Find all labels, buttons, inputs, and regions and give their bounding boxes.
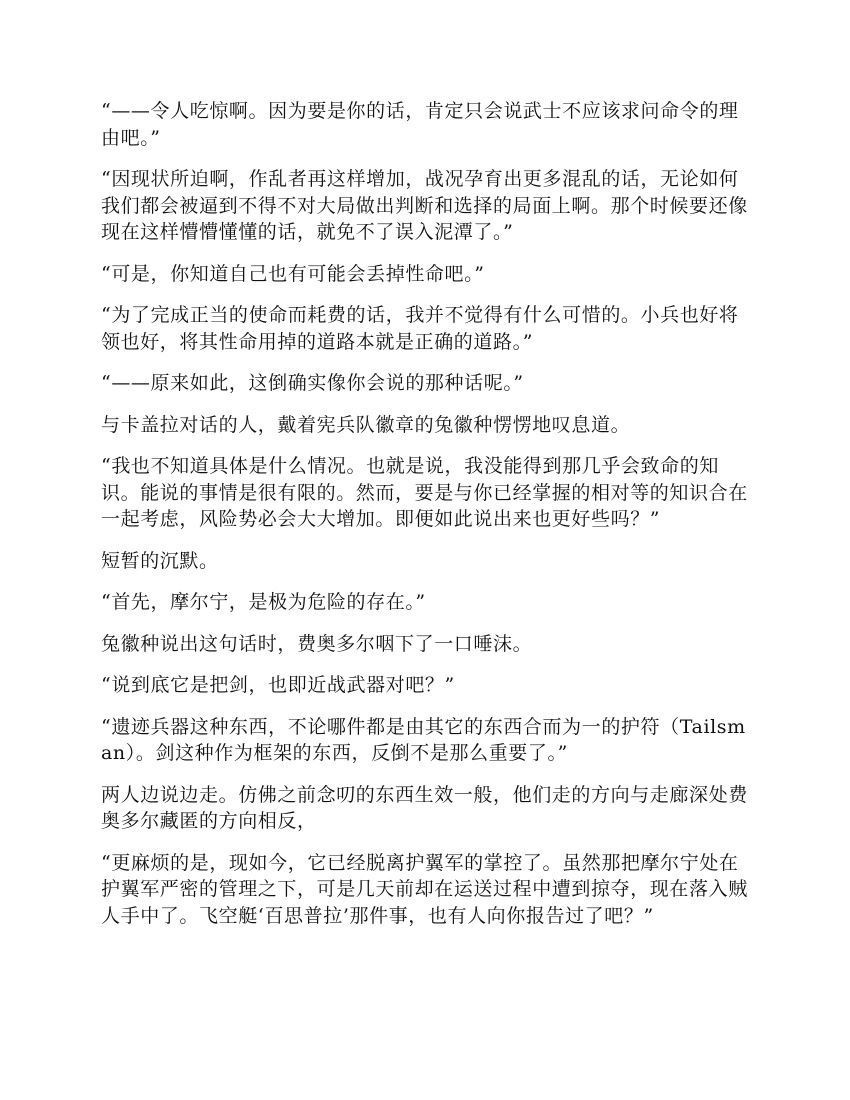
paragraph: “——原来如此，这倒确实像你会说的那种话呢。” (101, 372, 524, 394)
paragraph: “首先，摩尔宁，是极为危险的存在。” (101, 591, 426, 613)
paragraph: 兔徽种说出这句话时，费奥多尔咽下了一口唾沫。 (101, 632, 533, 655)
paragraph: “说到底它是把剑，也即近战武器对吧？” (101, 674, 455, 696)
paragraph: “因现状所迫啊，作乱者再这样增加，战况孕育出更多混乱的话，无论如何我们都会被逼到不得不对大局做出判断和选择的局面上啊。那个时候要还像现在这样懵懵懂懂的话，就免不了误入泥潭了。” (101, 168, 748, 243)
paragraph: “我也不知道具体是什么情况。也就是说，我没能得到那几乎会致命的知识。能说的事情是很有限的。然而，要是与你已经掌握的相对等的知识合在一起考虑，风险势必会大大增加。即便如此说出来也更好些吗？” (101, 455, 748, 530)
paragraph: “为了完成正当的使命而耗费的话，我并不觉得有什么可惜的。小兵也好将领也好，将其性命用掉的道路本就是正确的道路。” (101, 304, 739, 353)
paragraph: 两人边说边走。仿佛之前念叨的东西生效一般，他们走的方向与走廊深处费奥多尔藏匿的方向相反， (101, 783, 748, 832)
paragraph: “更麻烦的是，现如今，它已经脱离护翼军的掌控了。虽然那把摩尔宁处在护翼军严密的管理之下，可是几天前却在运送过程中遭到掠夺，现在落入贼人手中了。飞空艇‘百思普拉’那件事，也有人向你报告过了吧？” (101, 851, 748, 927)
paragraph: “可是，你知道自己也有可能会丢掉性命吧。” (101, 262, 485, 285)
paragraph: 与卡盖拉对话的人，戴着宪兵队徽章的兔徽种愣愣地叹息道。 (101, 413, 631, 436)
paragraph: 短暂的沉默。 (101, 549, 219, 572)
paragraph: “——令人吃惊啊。因为要是你的话，肯定只会说武士不应该求问命令的理由吧。” (101, 100, 739, 149)
document-page (101, 98, 751, 944)
paragraph: “遗迹兵器这种东西，不论哪件都是由其它的东西合而为一的护符（Tailsman）。剑这种作为框架的东西，反倒不是那么重要了。” (101, 715, 746, 764)
